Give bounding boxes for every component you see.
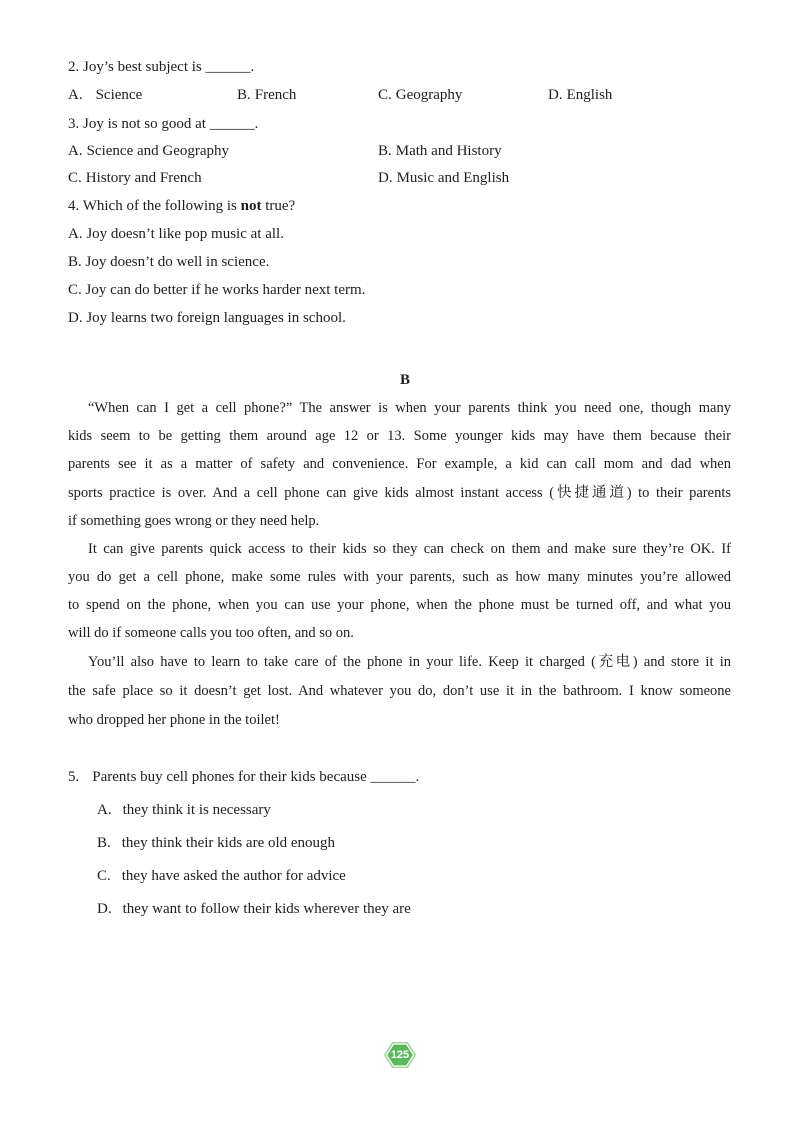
question-5-option-c <box>97 867 346 885</box>
question-5-option-a <box>97 801 271 819</box>
option-text: Science <box>95 87 143 103</box>
question-3-option-c <box>68 169 202 187</box>
question-3-option-d <box>378 169 509 187</box>
option-text: History and French <box>85 170 202 186</box>
page-number: 125 <box>390 1049 410 1061</box>
question-3-option-b <box>378 142 502 160</box>
option-text: they think their kids are old enough <box>121 835 336 851</box>
option-label: B. <box>237 87 251 103</box>
section-heading: B <box>399 372 410 388</box>
option-text: English <box>566 87 613 103</box>
paragraph-line: you do get a cell phone, make some rules with your parents, such as how many minutes you’re allowed <box>68 569 731 585</box>
paragraph-line: parents see it as a matter of safety and convenience. For example, a kid can call mom and dad when <box>68 456 731 472</box>
question-2-option-b <box>237 86 296 104</box>
option-label: B. <box>378 143 392 159</box>
question-5-option-b <box>97 834 335 852</box>
page-number-badge <box>383 1041 417 1069</box>
question-2-option-a <box>68 86 142 104</box>
question-4-stem <box>68 197 295 215</box>
option-label: D. <box>548 87 563 103</box>
stem-emphasis: not <box>240 198 262 214</box>
paragraph-line: to spend on the phone, when you can use your phone, when the phone must be turned off, and what you <box>68 597 731 613</box>
option-text: Music and English <box>396 170 510 186</box>
question-2-option-d <box>548 86 612 104</box>
option-text: they have asked the author for advice <box>121 868 346 884</box>
question-5-stem <box>68 768 419 786</box>
question-5-option-d <box>97 900 411 918</box>
option-label: B. <box>97 835 111 851</box>
question-3-option-a <box>68 142 229 160</box>
option-text: Geography <box>395 87 463 103</box>
question-number: 5. <box>68 769 80 785</box>
paragraph-line: if something goes wrong or they need help. <box>68 513 320 529</box>
question-4-option-b: B. Joy doesn’t do well in science. <box>68 254 270 270</box>
paragraph-line: You’ll also have to learn to take care of the phone in your life. Keep it charged (充电) and store it in <box>88 654 731 670</box>
option-text: they think it is necessary <box>122 802 271 818</box>
option-label: A. <box>97 802 112 818</box>
option-text: Science and Geography <box>86 143 230 159</box>
option-label: A. <box>68 87 83 103</box>
stem-text: 4. Which of the following is <box>68 198 241 214</box>
option-label: D. <box>97 901 112 917</box>
question-3-stem: 3. Joy is not so good at ______. <box>68 116 259 132</box>
paragraph-line: kids seem to be getting them around age 12 or 13. Some younger kids may have them because their <box>68 428 731 444</box>
option-label: C. <box>68 170 82 186</box>
question-2-option-c <box>378 86 462 104</box>
question-4-option-d: D. Joy learns two foreign languages in school. <box>68 310 346 326</box>
option-label: C. <box>378 87 392 103</box>
paragraph-line: who dropped her phone in the toilet! <box>68 712 280 728</box>
option-label: D. <box>378 170 393 186</box>
option-text: Math and History <box>395 143 502 159</box>
question-4-option-a: A. Joy doesn’t like pop music at all. <box>68 226 284 242</box>
paragraph-line: “When can I get a cell phone?” The answer is when your parents think you need one, though many <box>88 400 731 416</box>
stem-text: Parents buy cell phones for their kids because ______. <box>92 769 420 785</box>
paragraph-line: the safe place so it doesn’t get lost. And whatever you do, don’t use it in the bathroom. I know someone <box>68 683 731 699</box>
question-4-option-c: C. Joy can do better if he works harder next term. <box>68 282 366 298</box>
stem-text: true? <box>261 198 296 214</box>
option-text: they want to follow their kids wherever they are <box>122 901 411 917</box>
paragraph-line: will do if someone calls you too often, and so on. <box>68 625 354 641</box>
paragraph-line: sports practice is over. And a cell phone can give kids almost instant access (快捷通道) to their parents <box>68 485 731 501</box>
option-label: A. <box>68 143 83 159</box>
option-text: French <box>254 87 297 103</box>
paragraph-line: It can give parents quick access to their kids so they can check on them and make sure they’re OK. If <box>88 541 731 557</box>
option-label: C. <box>97 868 111 884</box>
question-2-stem: 2. Joy’s best subject is ______. <box>68 59 255 75</box>
